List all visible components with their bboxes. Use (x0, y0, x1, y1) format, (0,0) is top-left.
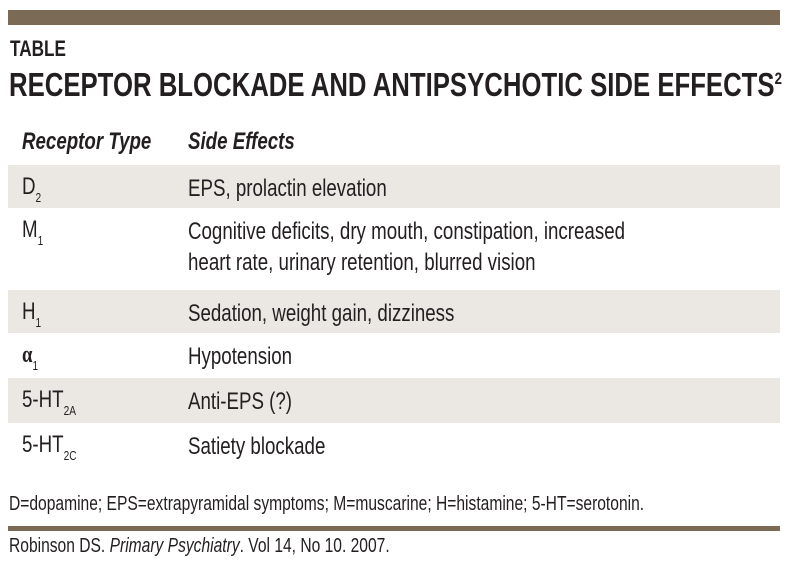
table-row: $D_2$ EPS, prolactin elevation (8, 165, 780, 208)
table-row: $H_1$ Sedation, weight gain, dizziness (8, 290, 780, 333)
header-side-effects: Side Effects (188, 128, 295, 155)
table-row: $5-HT_{2A}$ Anti-EPS (?) (8, 378, 780, 423)
table-title: RECEPTOR BLOCKADE AND ANTIPSYCHOTIC SIDE EFFECTS$^2$ (9, 66, 782, 103)
bottom-rule (8, 526, 780, 531)
citation: Robinson DS. Primary Psychiatry. Vol 14, No 10. 2007. (9, 535, 390, 557)
table-row: $\alpha_1$ Hypotension (22, 342, 293, 373)
table-label: TABLE (10, 36, 66, 61)
table-row: $5-HT_{2C}$ Satiety blockade (22, 431, 326, 463)
header-receptor-type: Receptor Type (22, 128, 152, 155)
footnote: D=dopamine; EPS=extrapyramidal symptoms; M=muscarine; H=histamine; 5-HT=serotonin. (9, 493, 645, 515)
top-rule (8, 10, 780, 25)
table-row: $M_1$ Cognitive deficits, dry mouth, constipation, increased heart rate, urinary retention, blurred vision (22, 216, 626, 276)
